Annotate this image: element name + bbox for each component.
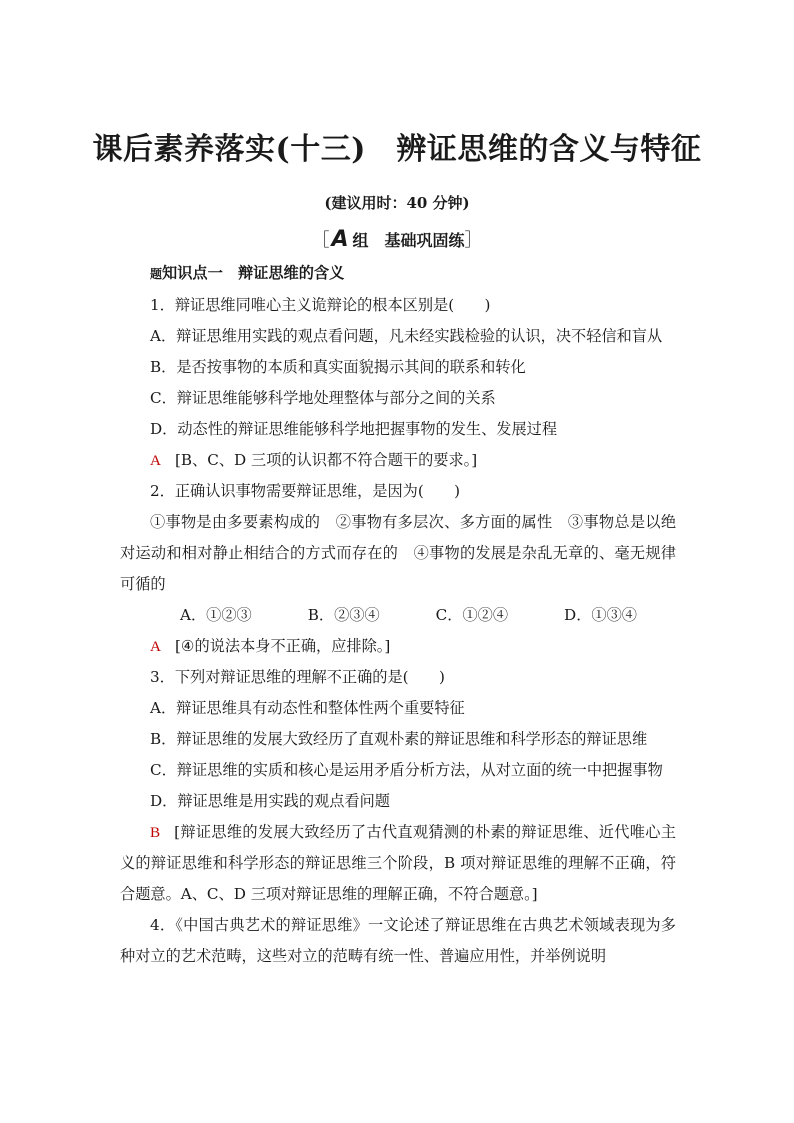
q3-explanation: [辩证思维的发展大致经历了古代直观猜测的朴素的辩证思维、近代唯心主义的辩证思维和科学形态的辩证思维三个阶段，B 项对辩证思维的理解不正确，符合题意。A、C、D 三项对辩证思维的理解正确，不符合题意。]: [120, 823, 676, 903]
q2-answer-line: [120, 631, 676, 662]
q2-body: ①事物是由多要素构成的 ②事物有多层次、多方面的属性 ③事物总是以绝对运动和相对静止相结合的方式而存在的 ④事物的发展是杂乱无章的、毫无规律可循的: [120, 513, 676, 593]
q1-option-a: A．辩证思维用实践的观点看问题，凡未经实践检验的认识，决不轻信和盲从: [150, 327, 663, 345]
knowledge-point-icon: 题: [150, 267, 163, 281]
page-title: 课后素养落实(十三) 辨证思维的含义与特征: [92, 132, 702, 167]
group-label: [0, 226, 794, 252]
q3-option-c: C．辩证思维的实质和核心是运用矛盾分析方法，从对立面的统一中把握事物: [150, 761, 663, 779]
q3-option-b: B．辩证思维的发展大致经历了直观朴素的辩证思维和科学形态的辩证思维: [150, 730, 648, 748]
q1-stem: 1．辩证思维同唯心主义诡辩论的根本区别是( ): [150, 296, 491, 314]
q2-options: [120, 600, 676, 631]
q1-answer: A: [150, 452, 161, 469]
group-open-bracket: ［: [311, 230, 330, 251]
q2-stem: 2．正确认识事物需要辩证思维，是因为( ): [150, 482, 461, 500]
knowledge-point-heading: [120, 258, 676, 290]
q3-option-a: A．辩证思维具有动态性和整体性两个重要特征: [150, 699, 465, 717]
q1-answer-line: [120, 445, 676, 476]
suggested-time: (建议用时：40 分钟): [324, 194, 470, 212]
group-close-bracket: ］: [464, 230, 483, 251]
q2-option-d: D．①③④: [564, 606, 637, 624]
q1-option-d: D．动态性的辩证思维能够科学地把握事物的发生、发展过程: [150, 420, 558, 438]
q3-answer: B: [150, 824, 161, 841]
q1-option-b: B．是否按事物的本质和真实面貌揭示其间的联系和转化: [150, 358, 526, 376]
q2-explanation: [④的说法本身不正确，应排除。]: [174, 637, 391, 655]
group-letter: A: [331, 227, 349, 252]
q1-option-c: C．辩证思维能够科学地处理整体与部分之间的关系: [150, 389, 496, 407]
q4-stem: 4．《中国古典艺术的辩证思维》一文论述了辩证思维在古典艺术领域表现为多种对立的艺术范畴，这些对立的范畴有统一性、普遍应用性，并举例说明: [120, 916, 676, 965]
q2-answer: A: [150, 638, 161, 655]
q3-stem: 3．下列对辩证思维的理解不正确的是( ): [150, 668, 445, 686]
q2-option-c: C．①②④: [435, 606, 509, 624]
q2-option-b: B．②③④: [307, 606, 380, 624]
knowledge-point-text: 知识点一 辩证思维的含义: [162, 264, 345, 282]
q2-option-a: A．①②③: [180, 606, 252, 624]
q3-option-d: D．辩证思维是用实践的观点看问题: [150, 792, 390, 810]
content: [120, 258, 676, 972]
q3-answer-line: [120, 817, 676, 910]
q1-explanation: [B、C、D 三项的认识都不符合题干的要求。]: [174, 451, 478, 469]
group-label-text: 组 基础巩固练: [352, 231, 465, 250]
